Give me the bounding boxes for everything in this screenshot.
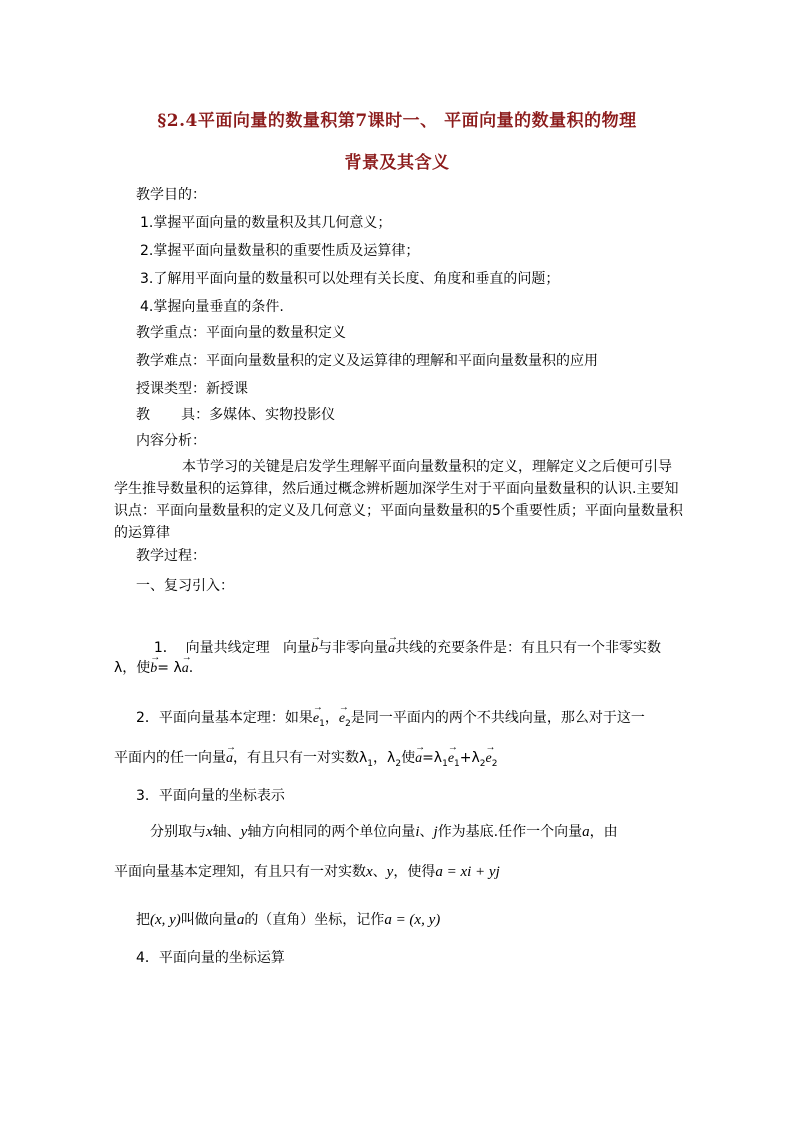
difficulty: 教学难点：平面向量数量积的定义及运算律的理解和平面向量数量积的应用 [136,353,598,369]
coordinate-operations-label: 4．平面向量的坐标运算 [136,950,285,966]
review-label: 一、复习引入： [136,578,234,594]
coordinate-line-1: 分别取与x轴、y轴方向相同的两个单位向量i、j作为基底.任作一个向量a，由 [150,824,618,840]
analysis-paragraph: 本节学习的关键是启发学生理解平面向量数量积的定义，理解定义之后便可引导学生推导数量积的运算律，然后通过概念辨析题加深学生对于平面向量数量积的认识.主要知识点：平面向量数量积的定义及几何意义；平面向量数量积的5个重要性质；平面向量数量积的运算律 [114,459,683,541]
vector-b: → b [311,639,318,659]
process-label: 教学过程： [136,548,206,564]
objective-4: 4.掌握向量垂直的条件. [140,299,284,315]
collinear-theorem-line-2: λ，使→ b= λ→ a. [114,658,193,679]
title-line-2: 背景及其含义 [344,153,450,173]
analysis-label: 内容分析： [136,433,206,449]
coordinate-line-3: 把(x, y)叫做向量a的（直角）坐标，记作a = (x, y) [136,912,441,928]
collinear-theorem-line-1: 1． 向量共线定理 向量→ b与非零向量→ a共线的充要条件是：有且只有一个非零实数 [136,618,661,679]
teaching-tools: 教 具：多媒体、实物投影仪 [136,407,336,423]
title-line-1: §2.4平面向量的数量积第7课时一、 平面向量的数量积的物理 [157,111,637,131]
basis-theorem-line-1: 2．平面向量基本定理：如果→ $e_1$，→ $e_2$是同一平面内的两个不共线向量，那么对于这一 [136,708,645,734]
key-point: 教学重点：平面向量的数量积定义 [136,325,346,341]
coordinate-label: 3．平面向量的坐标表示 [136,788,285,804]
lesson-type: 授课类型：新授课 [136,381,248,397]
basis-theorem-line-2: 平面内的任一向量→ a，有且只有一对实数$\lambda_1$，$\lambda_2$使→ $a=\lambda_1\to e_1+\lambda_2\to e_2$ [114,748,497,774]
coordinate-line-2: 平面向量基本定理知，有且只有一对实数x、y，使得a = xi + yj [114,864,500,880]
objectives-label: 教学目的： [136,187,206,203]
objective-2: 2.掌握平面向量数量积的重要性质及运算律； [140,243,420,259]
objective-3: 3.了解用平面向量的数量积可以处理有关长度、角度和垂直的问题； [140,271,560,287]
vector-a: → a [388,639,395,659]
objective-1: 1.掌握平面向量的数量积及其几何意义； [140,215,392,231]
